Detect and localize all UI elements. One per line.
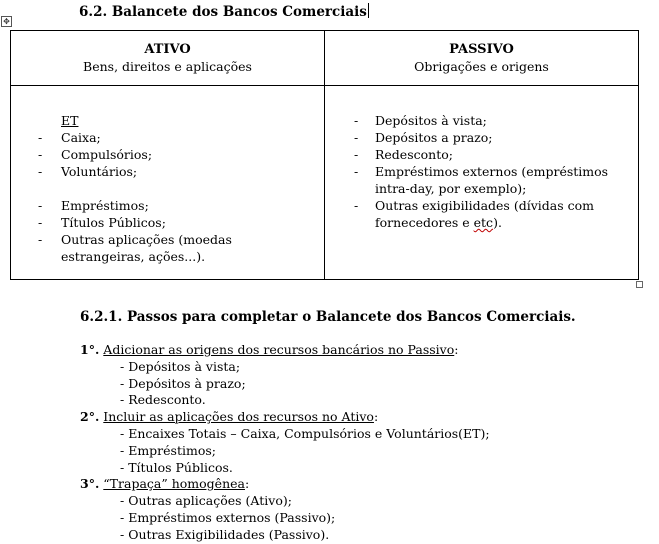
list-item: - Empréstimos;: [11, 197, 302, 214]
list-item: - Outras exigibilidades (dívidas com fornecedores e etc).: [325, 197, 614, 231]
passivo-subtitle: Obrigações e origens: [414, 59, 549, 74]
subsection-title: 6.2.1. Passos para completar o Balancete dos Bancos Comerciais.: [80, 309, 576, 325]
et-label: ET: [61, 113, 79, 128]
table-resize-handle[interactable]: [636, 281, 643, 288]
list-item: - Depósitos à prazo;: [120, 375, 246, 391]
list-item: - Encaixes Totais – Caixa, Compulsórios e Voluntários(ET);: [120, 425, 490, 441]
list-item: - Caixa;: [11, 129, 324, 146]
list-item: - Depósitos a prazo;: [325, 129, 614, 146]
step-3: 3°. “Trapaça” homogênea: - Outras aplicações (Ativo); - Empréstimos externos (Passivo); - Outras Exigibilidades (Passivo).: [80, 476, 490, 543]
steps-list: [80, 342, 490, 544]
list-item: - Outras aplicações (Ativo);: [120, 493, 292, 509]
ativo-header-cell: [11, 31, 325, 86]
passivo-body-cell: [325, 86, 639, 280]
list-item: - Redesconto;: [325, 146, 614, 163]
list-item: - Títulos Públicos;: [11, 214, 302, 231]
passivo-header-cell: [325, 31, 639, 86]
ativo-subtitle: Bens, direitos e aplicações: [83, 59, 252, 74]
step-1: 1°. Adicionar as origens dos recursos bancários no Passivo: - Depósitos à vista; - Depósitos à prazo; - Redesconto.: [80, 342, 490, 409]
list-item: - Empréstimos;: [120, 442, 216, 458]
list-item: - Depósitos à vista;: [325, 112, 614, 129]
balance-sheet-table: [10, 30, 639, 280]
table-move-handle-icon[interactable]: ✥: [1, 16, 12, 27]
list-item: - Empréstimos externos (Passivo);: [120, 509, 336, 525]
passivo-list: [325, 112, 638, 231]
list-item: - Outras Exigibilidades (Passivo).: [120, 526, 330, 542]
step-2: 2°. Incluir as aplicações dos recursos no Ativo: - Encaixes Totais – Caixa, Compulsórios e Voluntários(ET); - Empréstimos; - Títulos Públicos.: [80, 409, 490, 475]
ativo-list-1: [11, 129, 324, 180]
list-item: - Voluntários;: [11, 163, 324, 180]
section-title: 6.2. Balancete dos Bancos Comerciais: [79, 4, 367, 20]
list-item: - Depósitos à vista;: [120, 358, 241, 374]
list-item: - Títulos Públicos.: [120, 459, 233, 475]
spellcheck-flag[interactable]: etc: [473, 215, 494, 230]
list-item: - Outras aplicações (moedas estrangeiras, ações...).: [11, 231, 302, 265]
ativo-title: ATIVO: [144, 42, 191, 57]
list-item: - Compulsórios;: [11, 146, 324, 163]
list-item: - Empréstimos externos (empréstimos intra-day, por exemplo);: [325, 163, 614, 197]
text-cursor: [368, 3, 369, 18]
ativo-body-cell: [11, 86, 325, 280]
passivo-title: PASSIVO: [449, 42, 514, 57]
list-item: - Redesconto.: [120, 392, 206, 408]
ativo-list-2: [11, 197, 324, 265]
